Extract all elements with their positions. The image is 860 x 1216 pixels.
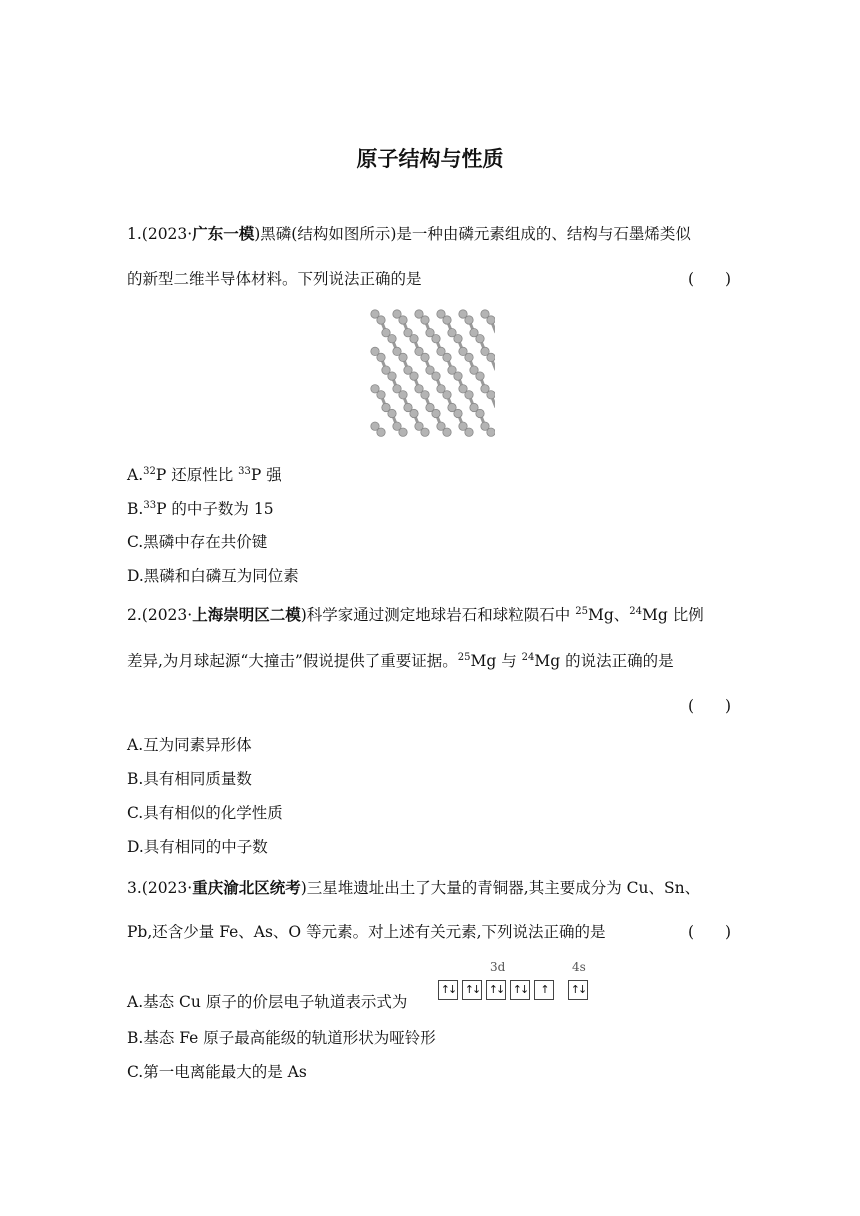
q2-answer-bracket: ( ) — [688, 697, 732, 715]
phosphorus-atom — [465, 428, 473, 436]
phosphorus-atom — [410, 372, 418, 380]
q2-number: 2.(2023· — [127, 606, 193, 624]
phosphorus-atom — [454, 335, 462, 343]
q3-option-c[interactable]: C.第一电离能最大的是 As — [127, 1063, 307, 1081]
phosphorus-atom — [432, 409, 440, 417]
q1-number: 1.(2023· — [127, 225, 193, 243]
q3-option-b[interactable]: B.基态 Fe 原子最高能级的轨道形状为哑铃形 — [127, 1029, 436, 1047]
phosphorus-atom — [388, 335, 396, 343]
phosphorus-atom — [421, 353, 429, 361]
orbital-3d-box-2: ↑↓ — [462, 980, 482, 1000]
q1-option-b[interactable]: B.$^{33}$P 的中子数为 15 — [127, 500, 274, 518]
phosphorus-atom — [377, 391, 385, 399]
phosphorus-atom — [487, 391, 495, 399]
phosphorus-atom — [454, 409, 462, 417]
phosphorus-atom — [377, 428, 385, 436]
black-phosphorus-structure-image — [367, 306, 495, 440]
phosphorus-atom — [487, 428, 495, 436]
phosphorus-atom — [432, 372, 440, 380]
q1-source: 广东一模 — [192, 225, 255, 243]
phosphorus-atom — [465, 391, 473, 399]
phosphorus-atom — [443, 391, 451, 399]
phosphorus-atom — [421, 316, 429, 324]
phosphorus-atom — [421, 391, 429, 399]
phosphorus-atom — [443, 428, 451, 436]
q3-answer-bracket: ( ) — [688, 923, 732, 941]
phosphorus-atom — [388, 409, 396, 417]
phosphorus-atom — [377, 353, 385, 361]
orbital-3d-box-1: ↑↓ — [438, 980, 458, 1000]
orbital-3d-label: 3d — [490, 960, 506, 974]
phosphorus-atom — [410, 335, 418, 343]
phosphorus-atom — [432, 335, 440, 343]
q2-source: 上海崇明区二模 — [192, 606, 301, 624]
phosphorus-atom — [410, 409, 418, 417]
phosphorus-atom — [476, 335, 484, 343]
page-title: 原子结构与性质 — [356, 147, 504, 171]
phosphorus-atom — [399, 353, 407, 361]
q2-option-c[interactable]: C.具有相似的化学性质 — [127, 804, 283, 822]
phosphorus-atom — [399, 428, 407, 436]
phosphorus-atom — [454, 372, 462, 380]
orbital-4s-box-1: ↑↓ — [568, 980, 588, 1000]
q2-stem-line2: 差异,为月球起源“大撞击”假说提供了重要证据。$^{25}$Mg 与 $^{24}$Mg 的说法正确的是 — [127, 652, 674, 670]
phosphorus-atom — [443, 316, 451, 324]
q3-source: 重庆渝北区统考 — [192, 879, 301, 897]
q1-option-a[interactable]: A.$^{32}$P 还原性比 $^{33}$P 强 — [127, 466, 282, 484]
q2-stem-line1: 2.(2023·上海崇明区二模)科学家通过测定地球岩石和球粒陨石中 $^{25}$Mg、$^{24}$Mg 比例 — [127, 606, 704, 624]
q2-option-d[interactable]: D.具有相同的中子数 — [127, 838, 268, 856]
phosphorus-atom — [421, 428, 429, 436]
q1-text: 黑磷(结构如图所示)是一种由磷元素组成的、结构与石墨烯类似 — [260, 225, 691, 243]
q3-option-a[interactable]: A.基态 Cu 原子的价层电子轨道表示式为 — [127, 993, 408, 1011]
phosphorus-atom — [399, 316, 407, 324]
phosphorus-atom — [399, 391, 407, 399]
phosphorus-atom — [377, 316, 385, 324]
q1-stem-line2: 的新型二维半导体材料。下列说法正确的是 — [127, 270, 422, 288]
q2-option-a[interactable]: A.互为同素异形体 — [127, 736, 252, 754]
q1-option-c[interactable]: C.黑磷中存在共价键 — [127, 533, 268, 551]
phosphorus-atom — [487, 353, 495, 361]
phosphorus-atom — [487, 316, 495, 324]
phosphorus-atom — [476, 409, 484, 417]
q3-stem-line2: Pb,还含少量 Fe、As、O 等元素。对上述有关元素,下列说法正确的是 — [127, 923, 606, 941]
q1-stem-line1: 1.(2023·广东一模)黑磷(结构如图所示)是一种由磷元素组成的、结构与石墨烯类似 — [127, 225, 691, 243]
q3-stem-line1: 3.(2023·重庆渝北区统考)三星堆遗址出土了大量的青铜器,其主要成分为 Cu、Sn、 — [127, 879, 701, 897]
orbital-4s-label: 4s — [572, 960, 586, 974]
q1-answer-bracket: ( ) — [688, 270, 732, 288]
q3-number: 3.(2023· — [127, 879, 193, 897]
orbital-3d-box-3: ↑↓ — [486, 980, 506, 1000]
orbital-3d-box-4: ↑↓ — [510, 980, 530, 1000]
q1-option-d[interactable]: D.黑磷和白磷互为同位素 — [127, 567, 299, 585]
phosphorus-atom — [388, 372, 396, 380]
phosphorus-atom — [465, 316, 473, 324]
q2-option-b[interactable]: B.具有相同质量数 — [127, 770, 252, 788]
phosphorus-atom — [476, 372, 484, 380]
orbital-3d-box-5: ↑ — [534, 980, 554, 1000]
phosphorus-atom — [443, 353, 451, 361]
phosphorus-atom — [465, 353, 473, 361]
